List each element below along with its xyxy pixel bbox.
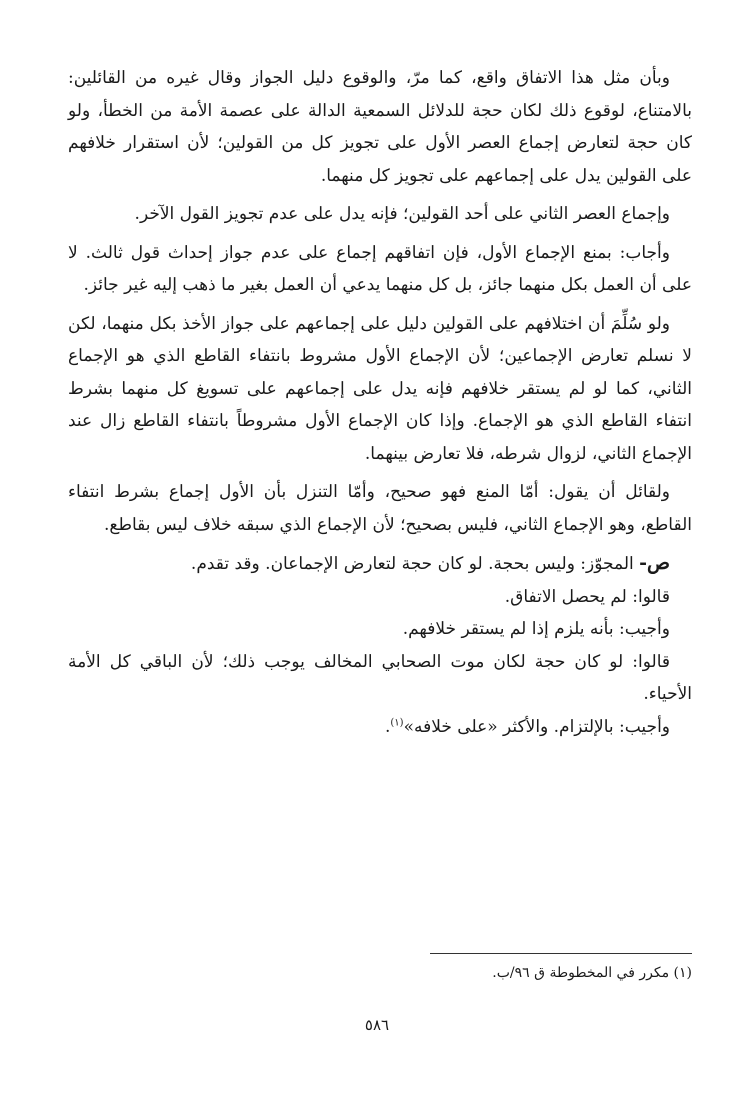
ujib-line-1: وأجيب: بأنه يلزم إذا لم يستقر خلافهم. — [402, 619, 670, 639]
qalu-line-2: قالوا: لو كان حجة لكان موت الصحابي المخالف يوجب ذلك؛ لأن الباقي كل الأمة الأحياء. — [68, 651, 692, 704]
ujib-line-2-end: . — [384, 716, 391, 737]
sad-paragraph — [68, 547, 692, 581]
sad-label: ص- — [639, 552, 670, 574]
footnote-divider — [430, 953, 692, 954]
paragraph-4: ولو سُلِّمَ أن اختلافهم على القولين دليل على إجماعهم على جواز الأخذ بكل منهما، لكن لا نسلم تعارض الإجماعين؛ لأن الإجماع الأول مشروط بانتفاء القاطع الذي هو الإجماع الثاني، كما لو لم يستقر خلافهم فإنه يدل على إجماعهم على تسويغ كل منهما بشرط انتفاء القاطع الذي هو الإجماع. وإذا كان الإجماع الأول مشروطاً بانتفاء القاطع زال عند الإجماع الثاني، لزوال شرطه، فلا تعارض بينهما. — [68, 313, 692, 464]
paragraph-3: وأجاب: بمنع الإجماع الأول، فإن اتفاقهم إجماع على عدم جواز إحداث قول ثالث. لا على أن العمل بكل منهما جائز، بل كل منهما يدعي أن العمل بغير ما ذهب إليه غير جائز. — [68, 242, 692, 295]
footnote: (١) مكرر في المخطوطة ق ٩٦/ب. — [492, 965, 692, 981]
footnote-marker: (١) — [390, 716, 404, 728]
main-text — [68, 62, 692, 743]
qalu-line-1: قالوا: لم يحصل الاتفاق. — [504, 586, 670, 607]
page-number: ٥٨٦ — [364, 1016, 390, 1034]
sad-line-text: المجوّز: وليس بحجة. لو كان حجة لتعارض الإجماعان. وقد تقدم. — [190, 554, 634, 574]
ujib-line-2-text: وأجيب: بالإلتزام. والأكثر «على خلافه» — [403, 716, 670, 737]
paragraph-5: ولقائل أن يقول: أمّا المنع فهو صحيح، وأمّا التنزل بأن الأول إجماع بشرط انتفاء القاطع، وهو الإجماع الثاني، فليس بصحيح؛ لأن الإجماع الذي سبقه خلاف ليس بقاطع. — [68, 482, 692, 535]
paragraph-1: وبأن مثل هذا الاتفاق واقع، كما مرّ، والوقوع دليل الجواز وقال غيره من القائلين: بالامتناع، لوقوع ذلك لكان حجة للدلائل السمعية الدالة على عصمة الأمة من الخطأ، ولو كان حجة لتعارض إجماع العصر الأول على تجويز كل من القولين؛ لأن استقرار خلافهم على القولين يدل على إجماعهم على تجويز كل منهما. — [68, 68, 692, 186]
paragraph-2: وإجماع العصر الثاني على أحد القولين؛ فإنه يدل على عدم تجويز القول الآخر. — [134, 204, 670, 224]
ujib-line-2 — [68, 711, 692, 744]
